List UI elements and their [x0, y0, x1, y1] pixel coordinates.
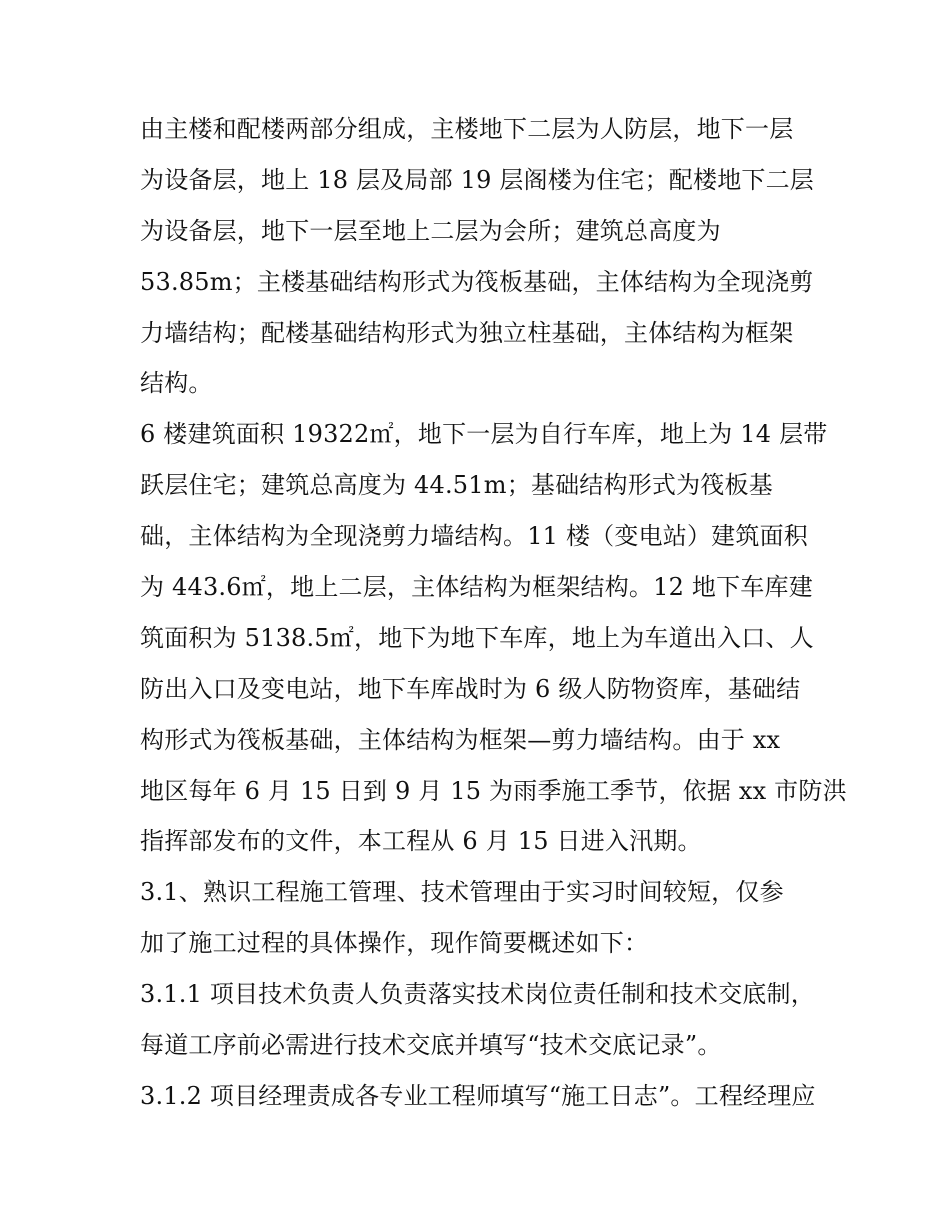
text-line: 为设备层，地上 18 层及局部 19 层阁楼为住宅；配楼地下二层 [140, 165, 814, 194]
text-line: 跃层住宅；建筑总高度为 44.51m；基础结构形式为筏板基 [140, 471, 773, 500]
document-body [140, 104, 847, 1122]
text-line: 础，主体结构为全现浇剪力墙结构。11 楼（变电站）建筑面积 [140, 522, 808, 551]
text-line: 指挥部发布的文件，本工程从 6 月 15 日进入汛期。 [140, 827, 702, 856]
text-line: 3.1.1 项目技术负责人负责落实技术岗位责任制和技术交底制， [140, 980, 815, 1009]
text-line: 力墙结构；配楼基础结构形式为独立柱基础，主体结构为框架 [140, 318, 794, 347]
text-line: 地区每年 6 月 15 日到 9 月 15 为雨季施工季节，依据 xx 市防洪 [140, 776, 847, 805]
text-line: 3.1.2 项目经理责成各专业工程师填写“施工日志”。工程经理应 [140, 1081, 816, 1110]
text-line: 为设备层，地下一层至地上二层为会所；建筑总高度为 [140, 216, 721, 245]
text-line: 构形式为筏板基础，主体结构为框架—剪力墙结构。由于 xx [140, 725, 781, 754]
text-line: 结构。 [140, 369, 213, 398]
text-line: 6 楼建筑面积 19322㎡，地下一层为自行车库，地上为 14 层带 [140, 420, 828, 449]
text-line: 筑面积为 5138.5㎡，地下为地下车库，地上为车道出入口、人 [140, 623, 814, 652]
text-line: 3.1、熟识工程施工管理、技术管理由于实习时间较短，仅参 [140, 878, 784, 907]
text-line: 加了施工过程的具体操作，现作简要概述如下： [140, 929, 649, 958]
text-line: 53.85m；主楼基础结构形式为筏板基础，主体结构为全现浇剪 [140, 267, 814, 296]
text-line: 为 443.6㎡，地上二层，主体结构为框架结构。12 地下车库建 [140, 573, 813, 602]
text-line: 由主楼和配楼两部分组成，主楼地下二层为人防层，地下一层 [140, 115, 794, 143]
text-line: 每道工序前必需进行技术交底并填写“技术交底记录”。 [140, 1031, 722, 1060]
text-line: 防出入口及变电站，地下车库战时为 6 级人防物资库，基础结 [140, 674, 801, 703]
